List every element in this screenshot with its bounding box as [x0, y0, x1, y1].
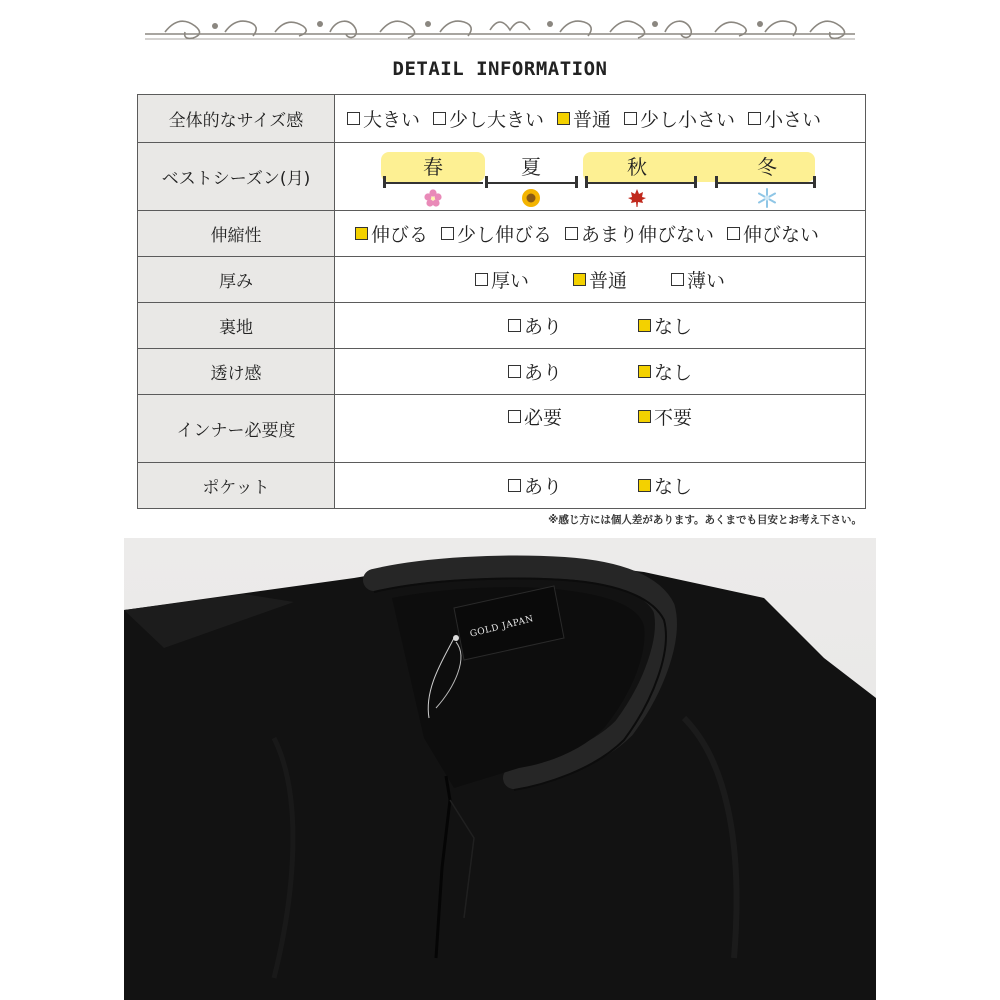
option-thickness-1[interactable]: 普通 [573, 266, 627, 293]
checkbox-icon [508, 365, 521, 378]
option-stretch-0[interactable]: 伸びる [355, 220, 428, 247]
checked-checkbox-icon [638, 365, 651, 378]
flower-icon [423, 188, 443, 208]
table-row-pocket [138, 463, 866, 509]
option-stretch-3[interactable]: 伸びない [727, 220, 819, 247]
row-label-stretch: 伸縮性 [138, 211, 335, 257]
checkbox-icon [508, 319, 521, 332]
size-options [335, 105, 865, 132]
option-size-4[interactable]: 小さい [748, 105, 821, 132]
table-row-size [138, 95, 866, 143]
option-thickness-2[interactable]: 薄い [671, 266, 725, 293]
lining-options [335, 312, 865, 339]
option-lining-1[interactable]: なし [638, 312, 692, 339]
checkbox-icon [475, 273, 488, 286]
stretch-options [335, 220, 865, 247]
checkbox-icon [748, 112, 761, 125]
product-photo [124, 538, 876, 1000]
row-label-size: 全体的なサイズ感 [138, 95, 335, 143]
section-heading: DETAIL INFORMATION [392, 58, 608, 80]
season-winter: 冬 [757, 154, 777, 179]
option-size-0[interactable]: 大きい [347, 105, 420, 132]
option-size-2[interactable]: 普通 [557, 105, 611, 132]
option-size-1[interactable]: 少し大きい [433, 105, 544, 132]
checked-checkbox-icon [573, 273, 586, 286]
inner-options [335, 395, 865, 430]
checkbox-icon [433, 112, 446, 125]
checkbox-icon [671, 273, 684, 286]
season-autumn: 秋 [627, 154, 647, 179]
checkbox-icon [508, 479, 521, 492]
season-chart [335, 146, 865, 208]
option-inner-0[interactable]: 必要 [508, 403, 562, 430]
checkbox-icon [727, 227, 740, 240]
option-lining-0[interactable]: あり [508, 312, 562, 339]
snowflake-icon [757, 188, 777, 208]
pocket-options [335, 472, 865, 499]
table-row-stretch [138, 211, 866, 257]
option-inner-1[interactable]: 不要 [638, 403, 692, 430]
row-label-inner: インナー必要度 [138, 395, 335, 463]
table-row-sheerness [138, 349, 866, 395]
decorative-flourish [140, 8, 860, 48]
row-label-thickness: 厚み [138, 257, 335, 303]
row-label-lining: 裏地 [138, 303, 335, 349]
option-stretch-2[interactable]: あまり伸びない [565, 220, 714, 247]
brand-tag-label: GOLD JAPAN [469, 614, 535, 640]
option-pocket-1[interactable]: なし [638, 472, 692, 499]
detail-table [137, 94, 866, 509]
table-row-lining [138, 303, 866, 349]
maple-leaf-icon [627, 188, 647, 208]
option-size-3[interactable]: 少し小さい [624, 105, 735, 132]
checkbox-icon [565, 227, 578, 240]
disclaimer-note: ※感じ方には個人差があります。あくまでも目安とお考え下さい。 [548, 514, 862, 526]
option-sheerness-1[interactable]: なし [638, 358, 692, 385]
season-spring: 春 [423, 154, 443, 179]
row-label-pocket: ポケット [138, 463, 335, 509]
sheerness-options [335, 358, 865, 385]
table-row-inner [138, 395, 866, 463]
table-row-season [138, 143, 866, 211]
option-thickness-0[interactable]: 厚い [475, 266, 529, 293]
row-label-season: ベストシーズン(月) [138, 143, 335, 211]
option-pocket-0[interactable]: あり [508, 472, 562, 499]
checkbox-icon [441, 227, 454, 240]
option-stretch-1[interactable]: 少し伸びる [441, 220, 552, 247]
option-sheerness-0[interactable]: あり [508, 358, 562, 385]
checked-checkbox-icon [638, 319, 651, 332]
thickness-options [335, 266, 865, 293]
checked-checkbox-icon [638, 479, 651, 492]
checked-checkbox-icon [638, 410, 651, 423]
checkbox-icon [508, 410, 521, 423]
checked-checkbox-icon [557, 112, 570, 125]
checked-checkbox-icon [355, 227, 368, 240]
checkbox-icon [347, 112, 360, 125]
sunflower-icon [521, 188, 541, 208]
table-row-thickness [138, 257, 866, 303]
checkbox-icon [624, 112, 637, 125]
garment-illustration [124, 538, 876, 1000]
row-label-sheerness: 透け感 [138, 349, 335, 395]
season-summer: 夏 [521, 154, 541, 179]
